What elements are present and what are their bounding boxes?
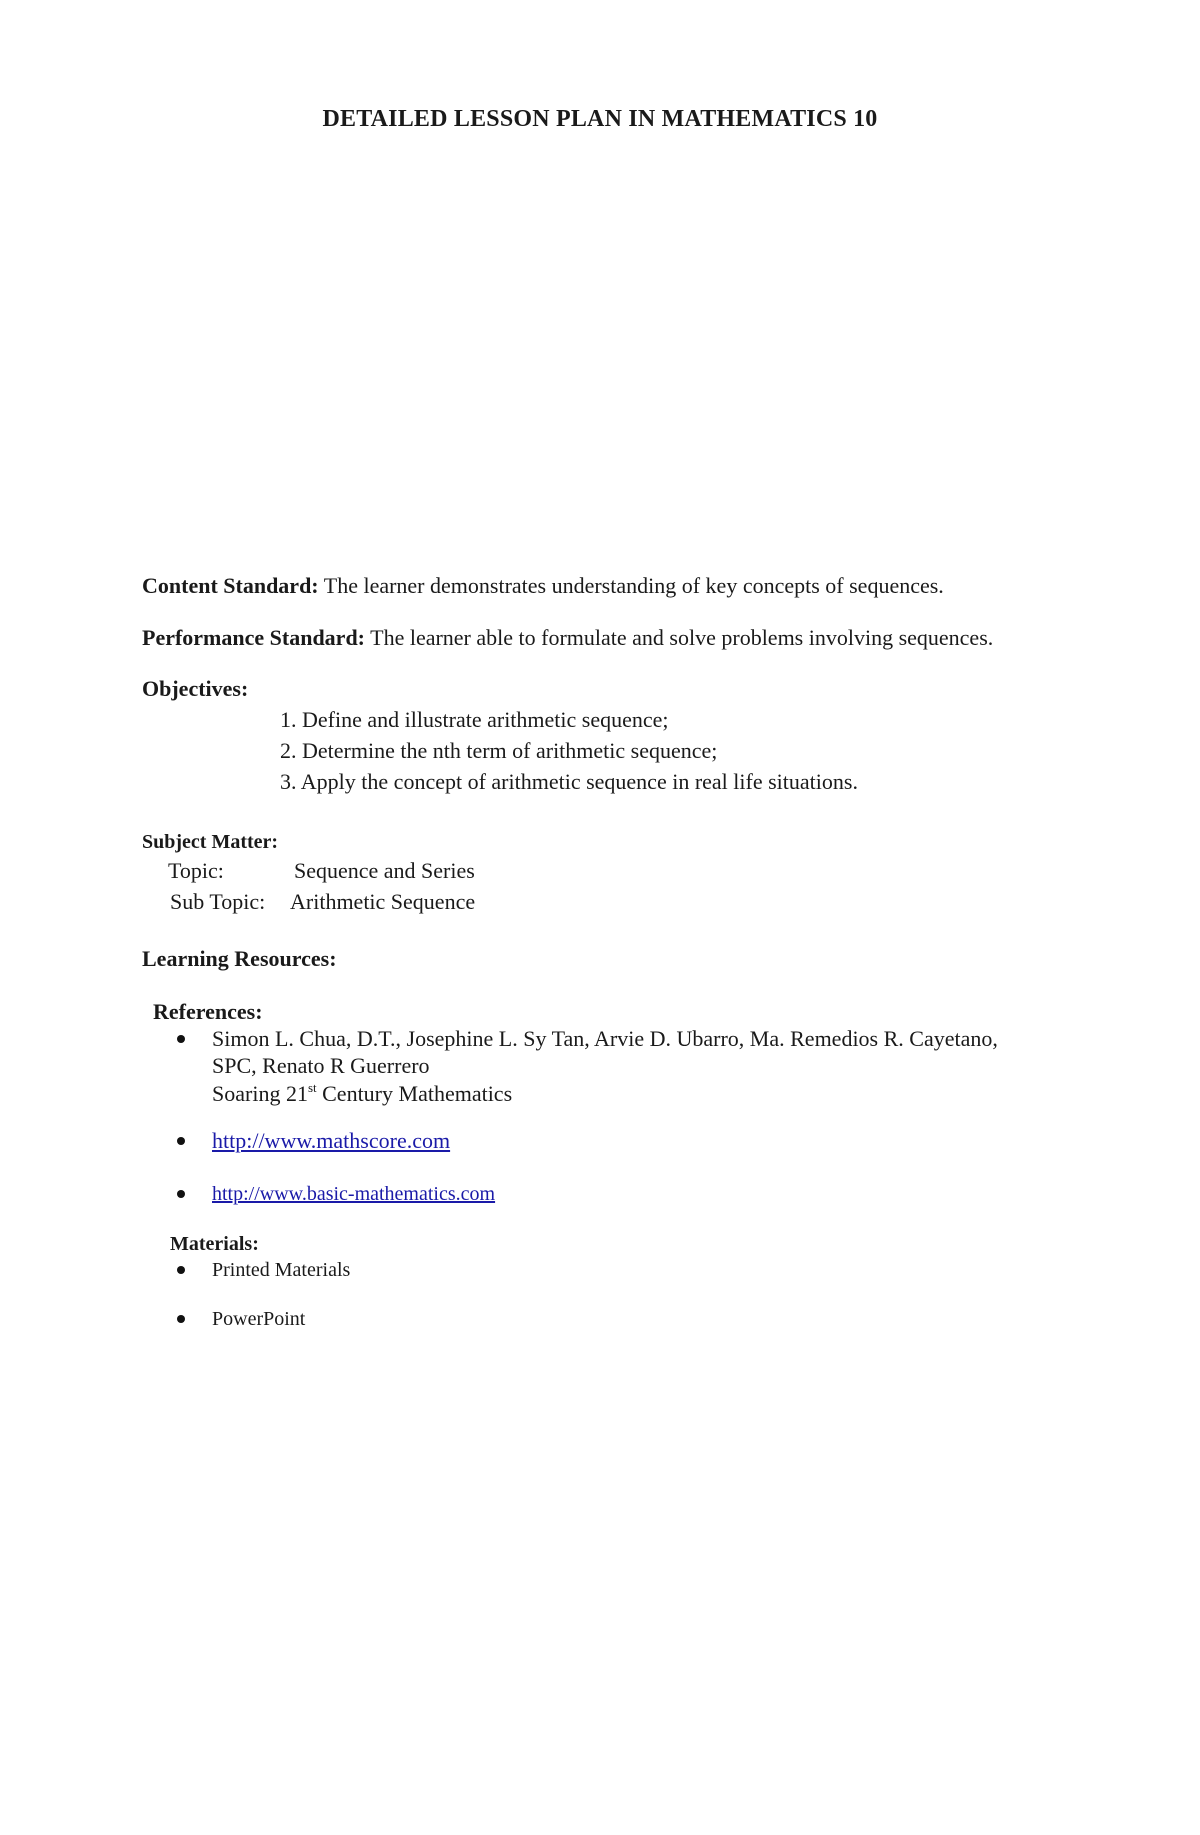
objective-number: 1.: [280, 707, 297, 732]
objective-item: [280, 738, 717, 764]
references-label: References:: [153, 999, 263, 1024]
reference-book-title: [212, 1081, 512, 1107]
bullet-icon: [177, 1266, 185, 1274]
subtopic-value: Arithmetic Sequence: [290, 889, 476, 914]
bullet-icon: [177, 1190, 185, 1198]
content-standard: [142, 573, 944, 599]
bullet-icon: [177, 1137, 185, 1145]
subtopic-label: Sub Topic:: [170, 889, 266, 914]
reference-author-line: SPC, Renato R Guerrero: [212, 1053, 430, 1078]
objective-text: Define and illustrate arithmetic sequence;: [302, 707, 669, 732]
objective-item: [280, 707, 669, 733]
objective-text: Determine the nth term of arithmetic sequence;: [302, 738, 718, 763]
materials-label: Materials:: [170, 1233, 259, 1255]
content-standard-label: Content Standard:: [142, 573, 319, 598]
page-title: DETAILED LESSON PLAN IN MATHEMATICS 10: [322, 106, 878, 132]
bullet-icon: [177, 1035, 185, 1043]
reference-book-title-pre: Soaring 21: [212, 1081, 308, 1106]
objective-number: 3.: [280, 769, 297, 794]
topic-label: Topic:: [168, 858, 224, 883]
objective-item: [280, 769, 858, 795]
reference-author-line: Simon L. Chua, D.T., Josephine L. Sy Tan, Arvie D. Ubarro, Ma. Remedios R. Cayetano,: [212, 1026, 998, 1051]
learning-resources-label: Learning Resources:: [142, 946, 337, 971]
objective-text: Apply the concept of arithmetic sequence in real life situations.: [300, 769, 858, 794]
performance-standard-text: The learner able to formulate and solve problems involving sequences.: [370, 625, 994, 650]
reference-link-basic-mathematics[interactable]: http://www.basic-mathematics.com: [212, 1183, 496, 1205]
reference-book-title-sup: st: [307, 1080, 317, 1095]
material-item: Printed Materials: [212, 1259, 351, 1281]
performance-standard-label: Performance Standard:: [142, 625, 366, 650]
material-item: PowerPoint: [212, 1308, 306, 1330]
reference-book-title-post: Century Mathematics: [316, 1081, 513, 1106]
objective-number: 2.: [280, 738, 297, 763]
performance-standard: [142, 625, 993, 651]
subject-matter-label: Subject Matter:: [142, 831, 279, 853]
topic-value: Sequence and Series: [294, 858, 475, 883]
objectives-label: Objectives:: [142, 676, 249, 701]
bullet-icon: [177, 1315, 185, 1323]
reference-link-mathscore[interactable]: http://www.mathscore.com: [212, 1128, 451, 1153]
content-standard-text: The learner demonstrates understanding of key concepts of sequences.: [323, 573, 944, 598]
